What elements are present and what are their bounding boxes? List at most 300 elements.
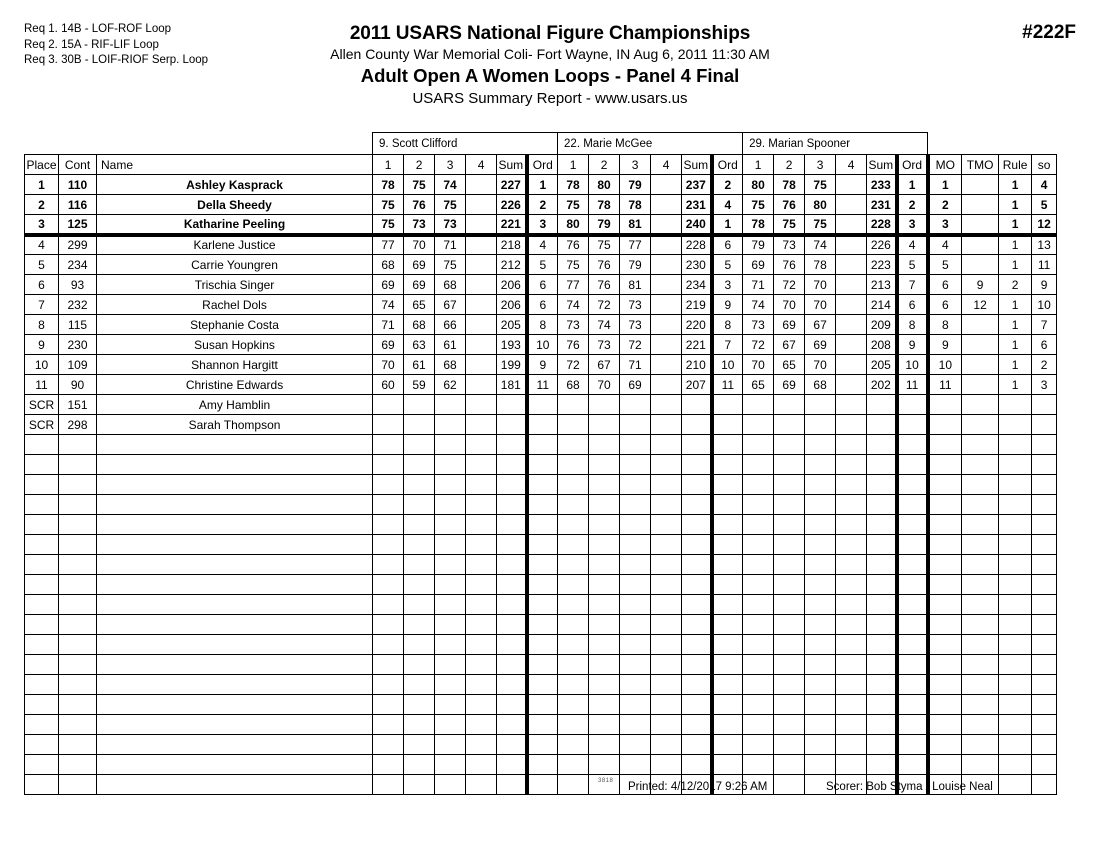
empty-row[interactable]: [25, 595, 1057, 615]
empty-row[interactable]: [25, 535, 1057, 555]
empty-row[interactable]: [25, 715, 1057, 735]
cell-cont: [59, 775, 97, 795]
cell-j1-element-2: 69: [404, 275, 435, 295]
cell-cont: [59, 475, 97, 495]
cell-j2-ord: 3: [712, 275, 743, 295]
cell-j2-element-3: [620, 735, 651, 755]
table-row[interactable]: [25, 395, 1057, 415]
cell-so: [1032, 655, 1057, 675]
cell-cont: [59, 595, 97, 615]
cell-place: 9: [25, 335, 59, 355]
cell-so: [1032, 515, 1057, 535]
cell-tmo: [962, 595, 999, 615]
cell-j2-element-3: 72: [620, 335, 651, 355]
col-header-mo: MO: [928, 155, 962, 175]
empty-row[interactable]: [25, 475, 1057, 495]
cell-j2-element-1: 80: [558, 215, 589, 235]
cell-j2-sum: [682, 535, 712, 555]
cell-name: [97, 435, 373, 455]
scorer-credit: Scorer: Bob Styma / Louise Neal: [826, 781, 993, 793]
cell-j2-element-3: [620, 715, 651, 735]
cell-j1-element-2: 75: [404, 175, 435, 195]
cell-place: 10: [25, 355, 59, 375]
cell-j1-element-3: [435, 755, 466, 775]
cell-j2-sum: [682, 475, 712, 495]
cell-so: 4: [1032, 175, 1057, 195]
cell-j3-element-3: 70: [805, 295, 836, 315]
table-row[interactable]: [25, 175, 1057, 195]
cell-tmo: [962, 715, 999, 735]
cell-j2-element-3: [620, 695, 651, 715]
cell-j2-element-4: [651, 375, 682, 395]
cell-j2-element-1: 68: [558, 375, 589, 395]
cell-j1-ord: 8: [527, 315, 558, 335]
cell-j2-ord: 10: [712, 355, 743, 375]
cell-rule: [999, 615, 1032, 635]
cell-j2-element-4: [651, 435, 682, 455]
cell-j3-sum: [867, 595, 897, 615]
cell-so: [1032, 595, 1057, 615]
empty-row[interactable]: [25, 455, 1057, 475]
cell-j3-element-3: 70: [805, 355, 836, 375]
cell-mo: 11: [928, 375, 962, 395]
cell-j2-element-2: [589, 555, 620, 575]
cell-rule: [999, 655, 1032, 675]
cell-so: [1032, 575, 1057, 595]
cell-j3-sum: 233: [867, 175, 897, 195]
cell-j2-element-3: 81: [620, 275, 651, 295]
cell-j2-element-3: [620, 675, 651, 695]
cell-j3-element-3: [805, 395, 836, 415]
cell-place: SCR: [25, 395, 59, 415]
empty-row[interactable]: [25, 655, 1057, 675]
cell-place: [25, 435, 59, 455]
cell-j1-sum: [497, 695, 527, 715]
cell-j3-element-2: 72: [774, 275, 805, 295]
cell-j1-element-4: [466, 235, 497, 255]
col-header-j1-element-1: 1: [373, 155, 404, 175]
cell-mo: [928, 495, 962, 515]
cell-j2-element-3: 73: [620, 315, 651, 335]
cell-name: Christine Edwards: [97, 375, 373, 395]
cell-j1-sum: 199: [497, 355, 527, 375]
col-header-j2-element-4: 4: [651, 155, 682, 175]
cell-tmo: [962, 315, 999, 335]
cell-j1-sum: [497, 555, 527, 575]
cell-j2-sum: [682, 495, 712, 515]
col-header-j3-sum: Sum: [867, 155, 897, 175]
cell-j3-element-1: 70: [743, 355, 774, 375]
cell-j2-ord: 11: [712, 375, 743, 395]
cell-j2-element-2: [589, 455, 620, 475]
cell-place: [25, 755, 59, 775]
cell-j1-element-1: 77: [373, 235, 404, 255]
cell-tmo: [962, 535, 999, 555]
cell-j3-element-1: [743, 515, 774, 535]
cell-j3-element-2: 78: [774, 175, 805, 195]
judge-header-1: 9. Scott Clifford: [373, 133, 558, 155]
cell-j1-element-1: [373, 595, 404, 615]
cell-mo: 5: [928, 255, 962, 275]
cell-j1-element-4: [466, 755, 497, 775]
cell-j1-element-3: [435, 635, 466, 655]
cell-j2-sum: [682, 635, 712, 655]
cell-j1-sum: 181: [497, 375, 527, 395]
cell-j2-sum: [682, 415, 712, 435]
cell-j2-element-1: 76: [558, 235, 589, 255]
cell-cont: 116: [59, 195, 97, 215]
cell-name: Katharine Peeling: [97, 215, 373, 235]
cell-j1-ord: [527, 515, 558, 535]
cell-rule: [999, 435, 1032, 455]
judge-header-2: 22. Marie McGee: [558, 133, 743, 155]
cell-j1-element-1: 60: [373, 375, 404, 395]
cell-tmo: [962, 495, 999, 515]
col-header-place: Place: [25, 155, 59, 175]
cell-j3-element-1: 65: [743, 375, 774, 395]
cell-mo: [928, 715, 962, 735]
cell-j1-element-3: 74: [435, 175, 466, 195]
col-header-j3-ord: Ord: [897, 155, 928, 175]
cell-j1-element-3: 67: [435, 295, 466, 315]
col-header-j2-sum: Sum: [682, 155, 712, 175]
cell-name: [97, 775, 373, 795]
cell-j1-element-4: [466, 515, 497, 535]
cell-j3-element-4: [836, 375, 867, 395]
cell-j2-sum: [682, 735, 712, 755]
cell-j3-sum: 208: [867, 335, 897, 355]
cell-so: [1032, 455, 1057, 475]
cell-j3-element-3: [805, 575, 836, 595]
cell-j2-element-2: 73: [589, 335, 620, 355]
cell-j3-element-1: [743, 715, 774, 735]
cell-j3-element-3: [805, 755, 836, 775]
cell-j1-ord: 6: [527, 275, 558, 295]
cell-j3-element-4: [836, 715, 867, 735]
cell-j2-sum: [682, 695, 712, 715]
cell-tmo: [962, 615, 999, 635]
cell-j3-sum: 228: [867, 215, 897, 235]
cell-j2-ord: [712, 755, 743, 775]
cell-j1-element-4: [466, 275, 497, 295]
cell-tmo: [962, 755, 999, 775]
cell-j3-ord: 8: [897, 315, 928, 335]
cell-cont: [59, 655, 97, 675]
cell-mo: 8: [928, 315, 962, 335]
cell-name: Shannon Hargitt: [97, 355, 373, 375]
cell-j3-ord: [897, 435, 928, 455]
cell-cont: [59, 575, 97, 595]
cell-j3-element-2: [774, 415, 805, 435]
cell-j2-element-2: [589, 535, 620, 555]
cell-mo: [928, 535, 962, 555]
cell-name: [97, 675, 373, 695]
cell-j2-element-2: 72: [589, 295, 620, 315]
cell-tmo: [962, 555, 999, 575]
report-subtitle: USARS Summary Report - www.usars.us: [412, 90, 688, 107]
cell-tmo: [962, 235, 999, 255]
cell-j2-element-4: [651, 755, 682, 775]
cell-j2-element-1: 76: [558, 335, 589, 355]
cell-j3-element-4: [836, 555, 867, 575]
cell-rule: 1: [999, 215, 1032, 235]
cell-j3-element-2: [774, 575, 805, 595]
cell-j1-element-4: [466, 695, 497, 715]
cell-j2-element-2: [589, 755, 620, 775]
cell-tmo: [962, 375, 999, 395]
cell-j1-sum: 221: [497, 215, 527, 235]
cell-j3-ord: [897, 395, 928, 415]
empty-row[interactable]: [25, 755, 1057, 775]
cell-j1-element-3: [435, 735, 466, 755]
cell-cont: [59, 435, 97, 455]
cell-j3-element-4: [836, 575, 867, 595]
cell-j1-element-4: [466, 675, 497, 695]
table-row[interactable]: [25, 235, 1057, 255]
cell-name: Stephanie Costa: [97, 315, 373, 335]
cell-j3-element-4: [836, 635, 867, 655]
cell-cont: [59, 715, 97, 735]
cell-j1-ord: [527, 495, 558, 515]
empty-row[interactable]: [25, 615, 1057, 635]
cell-tmo: [962, 415, 999, 435]
table-row[interactable]: [25, 255, 1057, 275]
cell-j1-element-2: [404, 695, 435, 715]
requirement-line: Req 3. 30B - LOIF-RIOF Serp. Loop: [24, 54, 209, 66]
cell-j2-element-3: [620, 655, 651, 675]
cell-rule: [999, 775, 1032, 795]
cell-so: 3: [1032, 375, 1057, 395]
cell-j3-element-2: 76: [774, 195, 805, 215]
cell-place: [25, 675, 59, 695]
cell-mo: 9: [928, 335, 962, 355]
cell-j2-element-4: [651, 575, 682, 595]
cell-j3-sum: [867, 615, 897, 635]
cell-j3-element-1: [743, 395, 774, 415]
cell-j2-element-1: [558, 675, 589, 695]
table-row[interactable]: [25, 375, 1057, 395]
cell-j1-element-4: [466, 195, 497, 215]
cell-j3-sum: [867, 655, 897, 675]
cell-j2-element-1: [558, 535, 589, 555]
cell-j1-element-2: [404, 775, 435, 795]
cell-j1-element-2: [404, 655, 435, 675]
cell-j1-element-4: [466, 615, 497, 635]
cell-j3-element-2: [774, 735, 805, 755]
cell-j2-element-3: 77: [620, 235, 651, 255]
cell-j3-element-4: [836, 355, 867, 375]
cell-j1-ord: 11: [527, 375, 558, 395]
cell-place: 11: [25, 375, 59, 395]
cell-j3-ord: [897, 575, 928, 595]
cell-j3-sum: [867, 575, 897, 595]
cell-j3-element-1: [743, 655, 774, 675]
cell-place: [25, 695, 59, 715]
cell-j3-ord: [897, 635, 928, 655]
cell-rule: [999, 475, 1032, 495]
cell-j2-element-3: [620, 615, 651, 635]
cell-j1-element-3: 62: [435, 375, 466, 395]
cell-j3-ord: 3: [897, 215, 928, 235]
cell-j2-element-4: [651, 415, 682, 435]
empty-row[interactable]: [25, 635, 1057, 655]
empty-row[interactable]: [25, 495, 1057, 515]
cell-j3-element-1: 74: [743, 295, 774, 315]
cell-j3-element-2: [774, 655, 805, 675]
cell-place: [25, 455, 59, 475]
cell-cont: [59, 455, 97, 475]
empty-row[interactable]: [25, 675, 1057, 695]
table-row[interactable]: [25, 215, 1057, 235]
cell-name: [97, 715, 373, 735]
cell-j2-element-1: 77: [558, 275, 589, 295]
cell-j2-ord: 5: [712, 255, 743, 275]
cell-j1-ord: [527, 575, 558, 595]
cell-j3-element-2: [774, 615, 805, 635]
cell-place: 8: [25, 315, 59, 335]
empty-row[interactable]: [25, 575, 1057, 595]
cell-j3-sum: 214: [867, 295, 897, 315]
cell-cont: 232: [59, 295, 97, 315]
table-row[interactable]: [25, 335, 1057, 355]
cell-j1-sum: [497, 515, 527, 535]
table-row[interactable]: [25, 195, 1057, 215]
cell-j1-sum: [497, 455, 527, 475]
table-row[interactable]: [25, 295, 1057, 315]
cell-j3-element-2: [774, 395, 805, 415]
cell-j3-element-3: [805, 635, 836, 655]
cell-place: 5: [25, 255, 59, 275]
cell-rule: 1: [999, 335, 1032, 355]
cell-cont: 93: [59, 275, 97, 295]
cell-j2-element-1: [558, 435, 589, 455]
cell-j2-element-2: [589, 415, 620, 435]
cell-tmo: [962, 735, 999, 755]
cell-mo: [928, 595, 962, 615]
cell-j3-element-3: 70: [805, 275, 836, 295]
cell-tmo: [962, 675, 999, 695]
cell-j3-ord: 10: [897, 355, 928, 375]
cell-j3-sum: [867, 415, 897, 435]
cell-so: [1032, 435, 1057, 455]
cell-j2-element-2: [589, 575, 620, 595]
table-row[interactable]: [25, 415, 1057, 435]
empty-row[interactable]: [25, 735, 1057, 755]
cell-j3-element-2: [774, 675, 805, 695]
cell-j1-element-4: [466, 175, 497, 195]
cell-tmo: [962, 515, 999, 535]
cell-j1-element-2: [404, 495, 435, 515]
cell-j3-element-2: [774, 595, 805, 615]
cell-j3-ord: [897, 655, 928, 675]
cell-j1-element-2: 73: [404, 215, 435, 235]
cell-j3-element-2: [774, 715, 805, 735]
cell-j1-sum: [497, 575, 527, 595]
cell-j3-element-2: [774, 775, 805, 795]
col-header-name: Name: [97, 155, 373, 175]
cell-mo: [928, 435, 962, 455]
col-header-j3-element-1: 1: [743, 155, 774, 175]
cell-j1-element-1: [373, 415, 404, 435]
cell-j2-ord: 2: [712, 175, 743, 195]
cell-j3-sum: 226: [867, 235, 897, 255]
cell-j1-sum: [497, 395, 527, 415]
cell-j3-element-2: 69: [774, 375, 805, 395]
cell-mo: [928, 415, 962, 435]
cell-j3-element-3: [805, 695, 836, 715]
cell-j2-element-3: 79: [620, 255, 651, 275]
cell-j1-element-1: 70: [373, 355, 404, 375]
cell-j2-element-1: 73: [558, 315, 589, 335]
cell-rule: [999, 575, 1032, 595]
cell-cont: 109: [59, 355, 97, 375]
cell-j1-element-3: 71: [435, 235, 466, 255]
empty-row[interactable]: [25, 435, 1057, 455]
cell-j1-element-4: [466, 375, 497, 395]
col-header-j1-element-2: 2: [404, 155, 435, 175]
cell-j2-element-4: [651, 715, 682, 735]
cell-j1-element-4: [466, 575, 497, 595]
cell-j1-element-2: [404, 515, 435, 535]
cell-j2-element-4: [651, 315, 682, 335]
cell-j2-element-2: 79: [589, 215, 620, 235]
cell-j3-element-2: 69: [774, 315, 805, 335]
cell-j3-sum: [867, 435, 897, 455]
table-row[interactable]: [25, 355, 1057, 375]
cell-cont: [59, 635, 97, 655]
empty-row[interactable]: [25, 555, 1057, 575]
cell-j1-ord: [527, 715, 558, 735]
cell-j1-element-4: [466, 415, 497, 435]
cell-tmo: [962, 355, 999, 375]
cell-j3-element-4: [836, 415, 867, 435]
cell-place: [25, 775, 59, 795]
cell-j1-sum: [497, 535, 527, 555]
cell-j2-sum: [682, 675, 712, 695]
cell-j3-sum: [867, 475, 897, 495]
cell-j2-element-2: [589, 715, 620, 735]
cell-j3-sum: [867, 535, 897, 555]
col-header-so: so: [1032, 155, 1057, 175]
empty-row[interactable]: [25, 695, 1057, 715]
cell-j2-element-4: [651, 515, 682, 535]
cell-cont: 125: [59, 215, 97, 235]
cell-j3-ord: 1: [897, 175, 928, 195]
cell-j3-ord: [897, 595, 928, 615]
cell-j3-element-1: [743, 575, 774, 595]
cell-j1-element-1: [373, 655, 404, 675]
cell-j1-element-1: [373, 615, 404, 635]
cell-j1-sum: [497, 595, 527, 615]
cell-j1-element-4: [466, 635, 497, 655]
cell-j2-element-4: [651, 295, 682, 315]
cell-j3-element-3: [805, 555, 836, 575]
cell-tmo: [962, 655, 999, 675]
table-row[interactable]: [25, 315, 1057, 335]
cell-rule: 1: [999, 235, 1032, 255]
cell-j3-element-1: [743, 475, 774, 495]
empty-row[interactable]: [25, 515, 1057, 535]
cell-j3-element-4: [836, 215, 867, 235]
table-row[interactable]: [25, 275, 1057, 295]
cell-j2-ord: [712, 735, 743, 755]
cell-j3-element-2: 73: [774, 235, 805, 255]
cell-j1-element-2: 69: [404, 255, 435, 275]
cell-name: [97, 755, 373, 775]
cell-j1-element-4: [466, 595, 497, 615]
banner-spacer-right: [928, 133, 1057, 155]
results-table-wrapper: [24, 132, 1051, 795]
